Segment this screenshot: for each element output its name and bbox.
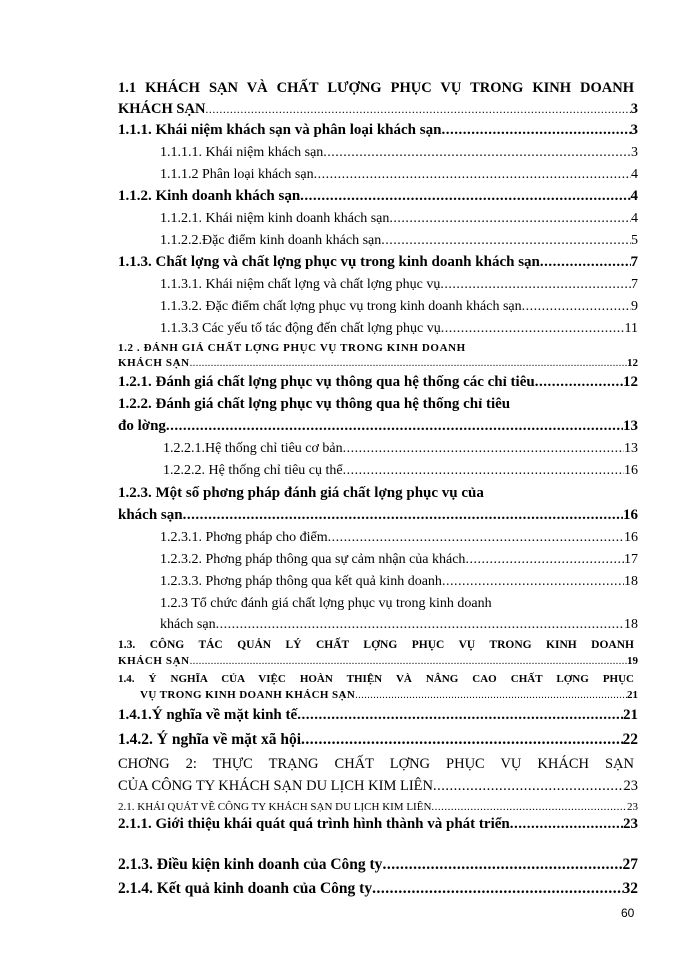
toc-entry-label: 1.2.1. Đánh giá chất lợng phục vụ thông qua hệ thống các chỉ tiêu	[118, 374, 535, 390]
toc-entry-1-2-3-org: 1.2.3 Tổ chức đánh giá chất lợng phục vụ trong kinh doanh	[160, 596, 492, 611]
toc-entry-label: 1.1.2. Kinh doanh khách sạn	[118, 188, 301, 204]
toc-entry-1-1-3	[118, 254, 638, 271]
toc-heading-1-4-cont	[140, 689, 638, 701]
toc-entry-1-1-1	[118, 122, 638, 139]
toc-entry-1-1-2	[118, 188, 638, 205]
toc-entry-page: 7	[631, 277, 638, 292]
toc-entry-page: 3	[630, 101, 638, 117]
toc-chapter-2-cont	[118, 778, 638, 795]
toc-entry-page: 9	[631, 299, 638, 314]
toc-entry-page: 5	[631, 233, 638, 248]
toc-entry-1-1-2-2	[160, 233, 638, 249]
toc-entry-1-2-3-2	[160, 552, 638, 568]
toc-entry-label: 2.1.1. Giới thiệu khái quát quá trình hình thành và phát triển	[118, 816, 510, 832]
toc-entry-page: 13	[624, 441, 638, 456]
toc-entry-label: 1.2.3.2. Phơng pháp thông qua sự cảm nhận của khách	[160, 552, 466, 567]
toc-entry-label: 1.1.3.1. Khái niệm chất lợng và chất lợng phục vụ	[160, 277, 441, 292]
toc-entry-label: 1.1.3. Chất lợng và chất lợng phục vụ trong kinh doanh khách sạn	[118, 254, 540, 270]
toc-entry-1-4-2	[118, 731, 638, 749]
toc-entry-1-1-2-1	[160, 211, 638, 227]
toc-entry-label: đo lờng	[118, 418, 166, 434]
toc-entry-1-2-2-cont	[118, 418, 638, 435]
toc-entry-page: 12	[623, 374, 638, 390]
toc-heading-1-3-cont	[118, 655, 638, 667]
toc-entry-page: 4	[631, 211, 638, 226]
toc-entry-page: 4	[631, 167, 638, 182]
toc-entry-page: 21	[623, 707, 638, 723]
toc-entry-page: 17	[624, 552, 638, 567]
toc-entry-1-4-1	[118, 707, 638, 724]
toc-entry-page: 23	[627, 801, 638, 813]
toc-entry-1-1-cont	[118, 101, 638, 118]
toc-entry-page: 23	[623, 816, 638, 832]
toc-entry-1-2-2-2	[163, 463, 638, 479]
toc-entry-1-2-3-org-cont	[160, 617, 638, 633]
toc-entry-page: 27	[622, 856, 638, 873]
toc-entry-page: 18	[624, 574, 638, 589]
toc-entry-1-2-3-3	[160, 574, 638, 590]
toc-entry-page: 21	[627, 689, 638, 701]
toc-entry-label: 1.2.3.1. Phơng pháp cho điểm	[160, 530, 328, 545]
toc-entry-1-2-1	[118, 374, 638, 391]
toc-entry-page: 23	[623, 778, 638, 794]
toc-entry-label: KHÁCH SẠN	[118, 101, 206, 117]
toc-heading-1-2-cont	[118, 357, 638, 369]
toc-entry-2-1	[118, 801, 638, 813]
toc-entry-label: 1.1.2.2.Đặc điểm kinh doanh khách sạn	[160, 233, 382, 248]
toc-entry-1-2-2: 1.2.2. Đánh giá chất lợng phục vụ thông qua hệ thống chỉ tiêu	[118, 396, 511, 412]
toc-entry-1-2-3-cont	[118, 507, 638, 524]
toc-entry-label: KHÁCH SẠN	[118, 357, 190, 369]
toc-entry-label: khách sạn	[160, 617, 216, 632]
toc-entry-page: 7	[630, 254, 638, 270]
toc-entry-label: 1.1.3.2. Đặc điểm chất lợng phục vụ trong kinh doanh khách sạn	[160, 299, 522, 314]
toc-entry-1-2-3-1	[160, 530, 638, 546]
toc-entry-label: VỤ TRONG KINH DOANH KHÁCH SẠN	[140, 689, 356, 701]
toc-chapter-2: CHƠNG 2: THỰC TRẠNG CHẤT LỢNG PHỤC VỤ KHÁCH SẠN	[118, 756, 634, 772]
toc-entry-2-1-4	[118, 880, 638, 898]
toc-entry-label: 1.1.1.2 Phân loại khách sạn	[160, 167, 314, 182]
toc-entry-1-1-3-1	[160, 277, 638, 293]
toc-entry-page: 16	[624, 463, 638, 478]
toc-entry-label: KHÁCH SẠN	[118, 655, 190, 667]
toc-entry-label: khách sạn	[118, 507, 183, 523]
toc-entry-2-1-3	[118, 856, 638, 874]
toc-entry-page: 19	[627, 655, 638, 667]
toc-entry-1-1-3-3	[160, 321, 638, 337]
toc-entry-label: 1.1.3.3 Các yếu tố tác động đến chất lợng phục vụ	[160, 321, 441, 336]
toc-entry-1-1-3-2	[160, 299, 638, 315]
toc-entry-page: 4	[630, 188, 638, 204]
toc-entry-label: 2.1. KHÁI QUÁT VỀ CÔNG TY KHÁCH SẠN DU LỊCH KIM LIÊN	[118, 801, 432, 813]
toc-entry-page: 16	[624, 530, 638, 545]
toc-entry-page: 16	[623, 507, 638, 523]
toc-entry-label: 2.1.4. Kết quả kinh doanh của Công ty	[118, 880, 373, 897]
toc-heading-1-2: 1.2 . ĐÁNH GIÁ CHẤT LỢNG PHỤC VỤ TRONG KINH DOANH	[118, 342, 466, 354]
toc-entry-1-1-1-2	[160, 167, 638, 183]
toc-entry-1-2-2-1	[163, 441, 638, 457]
toc-heading-1-4: 1.4. Ý NGHĨA CỦA VIỆC HOÀN THIỆN VÀ NÂNG CAO CHẤT LỢNG PHỤC	[118, 673, 634, 685]
toc-entry-label: 1.4.2. Ý nghĩa về mặt xã hội	[118, 731, 301, 748]
toc-entry-label: 1.2.3.3. Phơng pháp thông qua kết quả kinh doanh	[160, 574, 442, 589]
toc-entry-label: CỦA CÔNG TY KHÁCH SẠN DU LỊCH KIM LIÊN	[118, 778, 433, 794]
toc-entry-1-1-1-1	[160, 145, 638, 161]
toc-entry-label: 1.1.2.1. Khái niệm kinh doanh khách sạn	[160, 211, 390, 226]
toc-entry-page: 3	[631, 145, 638, 160]
page-number: 60	[621, 906, 635, 920]
toc-entry-page: 18	[624, 617, 638, 632]
toc-heading-1-1: 1.1 KHÁCH SẠN VÀ CHẤT LƯỢNG PHỤC VỤ TRONG KINH DOANH	[118, 80, 634, 96]
toc-entry-label: 1.1.1. Khái niệm khách sạn và phân loại khách sạn	[118, 122, 442, 138]
toc-entry-label: 1.2.2.2. Hệ thống chỉ tiêu cụ thể	[163, 463, 343, 478]
toc-entry-page: 13	[623, 418, 638, 434]
toc-entry-page: 12	[627, 357, 638, 369]
toc-entry-label: 1.2.2.1.Hệ thống chỉ tiêu cơ bản	[163, 441, 343, 456]
toc-entry-page: 32	[622, 880, 638, 897]
toc-entry-label: 2.1.3. Điều kiện kinh doanh của Công ty	[118, 856, 383, 873]
toc-entry-page: 22	[622, 731, 638, 748]
toc-heading-1-3: 1.3. CÔNG TÁC QUẢN LÝ CHẤT LỢNG PHỤC VỤ TRONG KINH DOANH	[118, 639, 634, 651]
toc-entry-page: 3	[630, 122, 638, 138]
toc-entry-2-1-1	[118, 816, 638, 833]
toc-entry-label: 1.1.1.1. Khái niệm khách sạn	[160, 145, 324, 160]
toc-entry-label: 1.4.1.Ý nghĩa về mặt kinh tế	[118, 707, 298, 723]
toc-entry-page: 11	[624, 321, 638, 336]
toc-entry-1-2-3: 1.2.3. Một số phơng pháp đánh giá chất lợng phục vụ của	[118, 485, 484, 501]
